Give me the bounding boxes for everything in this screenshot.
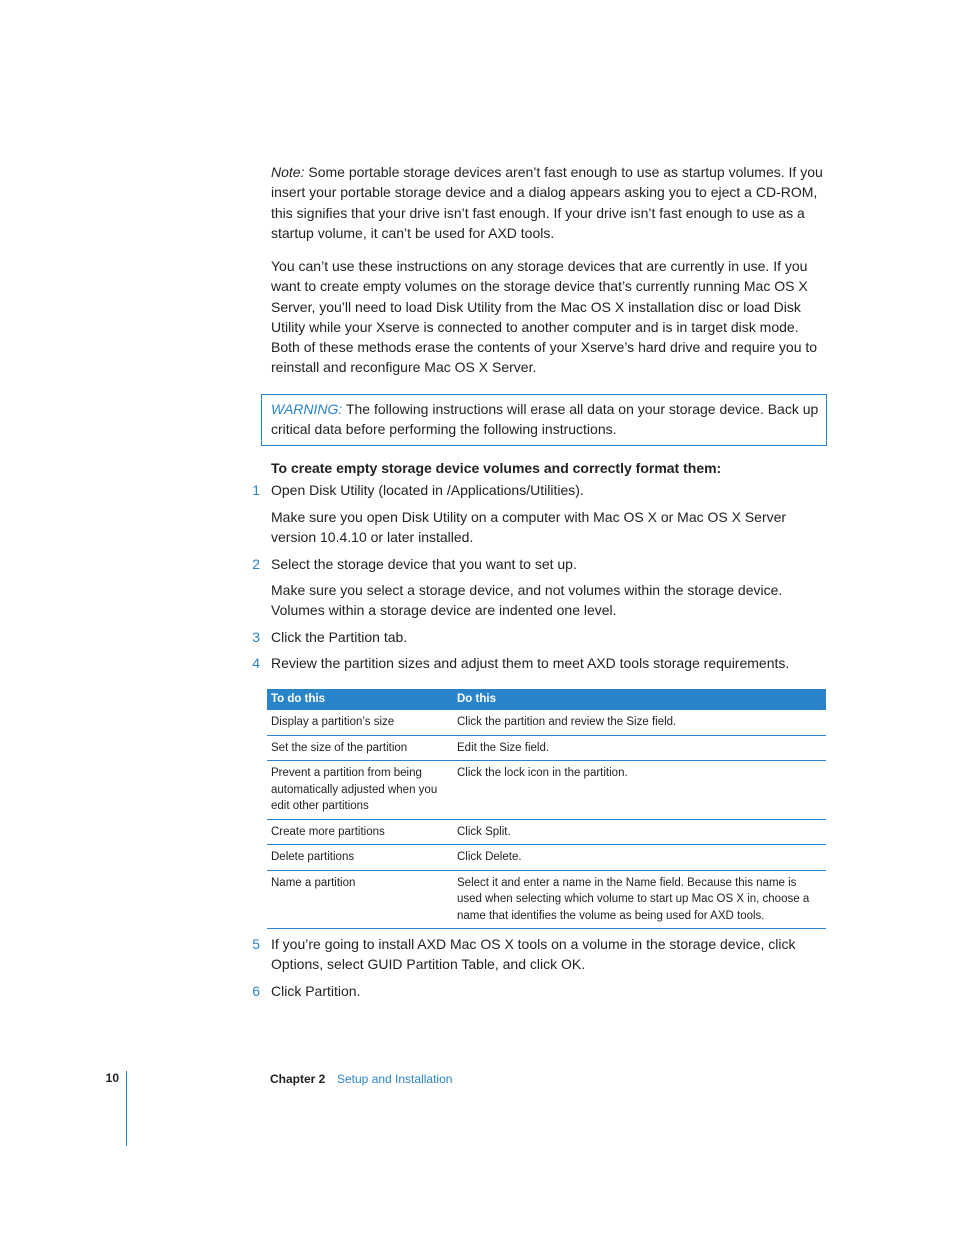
table-row: [267, 819, 826, 845]
table-header-task: To do this: [267, 689, 453, 710]
table-cell-action: Edit the Size field.: [453, 735, 826, 761]
partition-task-table: [267, 689, 826, 929]
footer-chapter-label: Chapter 2: [270, 1072, 326, 1086]
step-detail: Make sure you open Disk Utility on a computer with Mac OS X or Mac OS X Server version 10.4.10 or later installed.: [271, 509, 787, 546]
step-number: 6: [252, 983, 260, 999]
table-header-action: Do this: [453, 689, 826, 710]
footer-divider: [126, 1071, 127, 1146]
step-text: Click Partition.: [271, 983, 361, 999]
step-text: If you’re going to install AXD Mac OS X tools on a volume in the storage device, click Options, select GUID Partition Table, and click OK.: [271, 936, 796, 972]
table-row: [267, 710, 826, 735]
table-cell-action: Click the partition and review the Size field.: [453, 710, 826, 735]
warning-paragraph: [271, 399, 819, 440]
step-number: 4: [252, 655, 260, 671]
task-heading: To create empty storage device volumes and correctly format them:: [271, 460, 722, 476]
step-text: Review the partition sizes and adjust them to meet AXD tools storage requirements.: [271, 655, 790, 671]
warning-label: WARNING:: [271, 401, 343, 417]
intro-paragraph: You can’t use these instructions on any storage devices that are currently in use. If you want to create empty volumes on the storage device that’s currently running Mac OS X Server, you’ll need to load Disk Utility from the Mac OS X installation disc or load Disk Utility while your Xserve is connected to another computer and is in target disk mode. Both of these methods erase the contents of your Xserve’s hard drive and require you to reinstall and reconfigure Mac OS X Server.: [271, 258, 818, 376]
table-row: [267, 761, 826, 820]
table-cell-task: Set the size of the partition: [267, 735, 453, 761]
table-cell-action: Click Split.: [453, 819, 826, 845]
note-label: Note:: [271, 164, 305, 180]
table-cell-task: Prevent a partition from being automatically adjusted when you edit other partitions: [267, 761, 453, 820]
step-text: Select the storage device that you want to set up.: [271, 556, 577, 572]
table-cell-task: Display a partition’s size: [267, 710, 453, 735]
table-cell-task: Delete partitions: [267, 845, 453, 871]
footer-chapter-title: Setup and Installation: [337, 1072, 453, 1086]
table-cell-action: Click the lock icon in the partition.: [453, 761, 826, 820]
table-row: [267, 870, 826, 929]
table-row: [267, 845, 826, 871]
table-header-row: [267, 689, 826, 710]
table-cell-action: Select it and enter a name in the Name field. Because this name is used when selecting which volume to start up Mac OS X in, choose a name that identifies the volume as being used for AXD tools.: [453, 870, 826, 929]
table-cell-task: Name a partition: [267, 870, 453, 929]
step-text: Open Disk Utility (located in /Applications/Utilities).: [271, 482, 584, 498]
step-number: 1: [252, 482, 260, 498]
warning-text: The following instructions will erase all data on your storage device. Back up critical data before performing the following instructions.: [271, 401, 819, 438]
step-number: 5: [252, 936, 260, 952]
step-detail: Make sure you select a storage device, and not volumes within the storage device. Volumes within a storage device are indented one level.: [271, 582, 783, 619]
warning-box: [261, 394, 827, 446]
step-number: 2: [252, 556, 260, 572]
table-row: [267, 735, 826, 761]
note-text: Some portable storage devices aren’t fast enough to use as startup volumes. If you insert your portable storage device and a dialog appears asking you to eject a CD-ROM, this signifies that your drive isn’t fast enough. If your drive isn’t fast enough to use as a startup volume, it can’t be used for AXD tools.: [271, 164, 823, 241]
table-cell-action: Click Delete.: [453, 845, 826, 871]
page-number: 10: [105, 1071, 119, 1085]
note-paragraph: [271, 162, 827, 243]
table-cell-task: Create more partitions: [267, 819, 453, 845]
step-number: 3: [252, 629, 260, 645]
step-text: Click the Partition tab.: [271, 629, 408, 645]
